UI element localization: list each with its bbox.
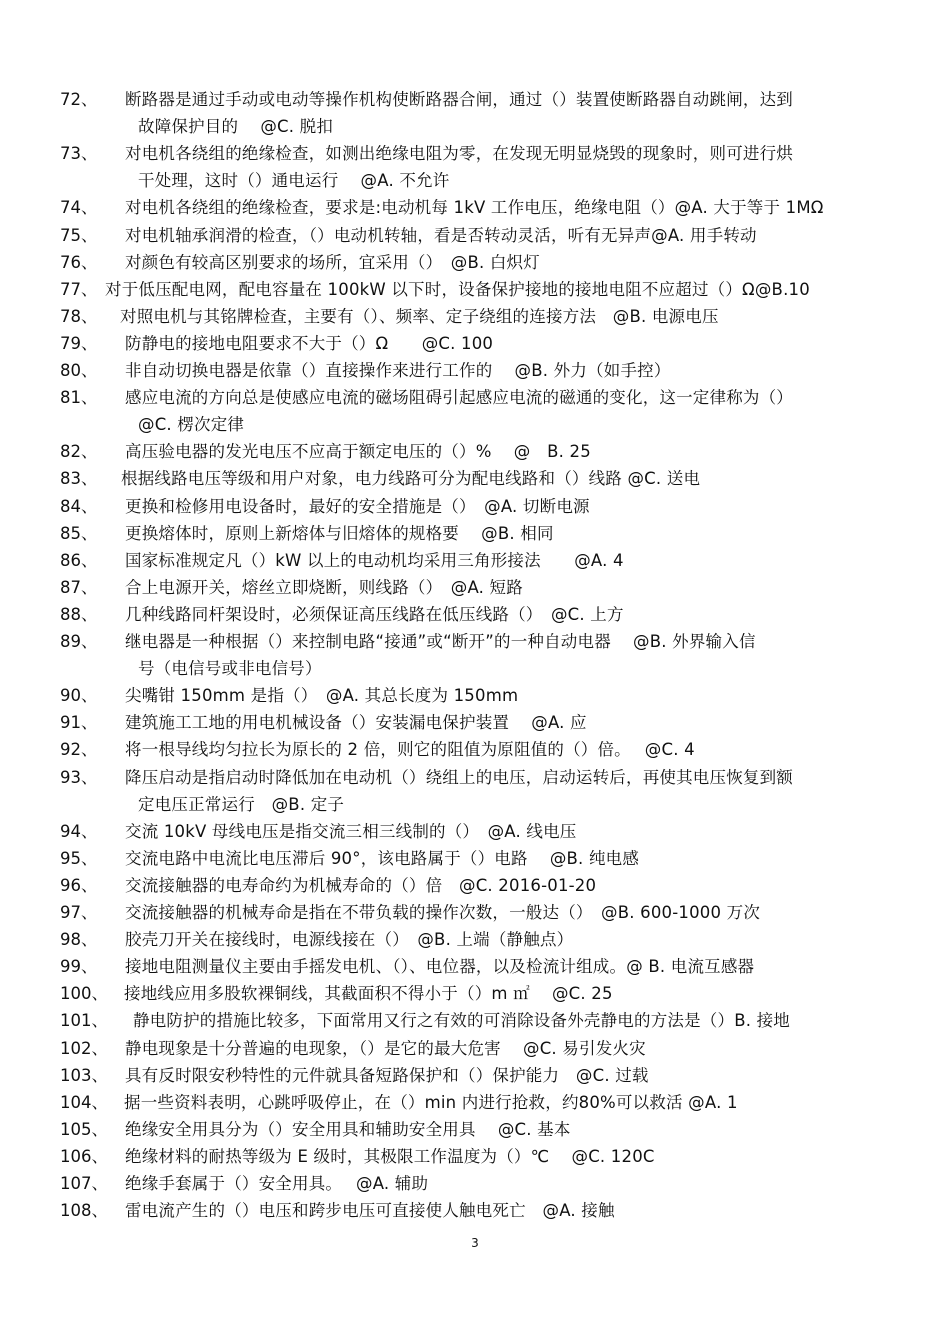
question-number: 100、 [60, 984, 108, 1004]
question-number: 82、 [60, 442, 98, 462]
question-text: 将一根导线均匀拉长为原长的 2 倍，则它的阻值为原阻值的（）倍。 @C. 4 [125, 740, 695, 760]
question-number: 76、 [60, 252, 98, 272]
question-number: 77、 [60, 279, 98, 299]
question-number: 95、 [60, 848, 98, 868]
question-text-continued: 干处理，这时（）通电运行 @A. 不允许 [138, 171, 450, 191]
question-text: 几种线路同杆架设时，必须保证高压线路在低压线路（） @C. 上方 [125, 604, 624, 624]
question-text: 感应电流的方向总是使感应电流的磁场阻碍引起感应电流的磁通的变化，这一定律称为（） [125, 388, 793, 408]
question-number: 101、 [60, 1011, 108, 1031]
question-text: 对电机各绕组的绝缘检查，要求是:电动机每 1kV 工作电压，绝缘电阻（）@A. 大于等于 1MΩ [125, 198, 824, 218]
question-number: 93、 [60, 767, 98, 787]
question-number: 83、 [60, 469, 98, 489]
question-text: 据一些资料表明，心跳呼吸停止，在（）min 内进行抢救，约80%可以救活 @A. 1 [124, 1092, 738, 1112]
question-number: 94、 [60, 821, 98, 841]
question-number: 103、 [60, 1065, 108, 1085]
question-text: 交流 10kV 母线电压是指交流三相三线制的（） @A. 线电压 [125, 821, 577, 841]
question-number: 73、 [60, 144, 98, 164]
question-number: 85、 [60, 523, 98, 543]
question-text-continued: 故障保护目的 @C. 脱扣 [138, 117, 334, 137]
question-text: 接地电阻测量仪主要由手摇发电机、（）、电位器，以及检流计组成。@ B. 电流互感器 [125, 957, 755, 977]
question-number: 102、 [60, 1038, 108, 1058]
question-text-continued: 号（电信号或非电信号） [138, 659, 322, 679]
question-text: 静电现象是十分普遍的电现象，（）是它的最大危害 @C. 易引发火灾 [125, 1038, 646, 1058]
question-text: 对颜色有较高区别要求的场所，宜采用（） @B. 白炽灯 [125, 252, 540, 272]
question-number: 81、 [60, 388, 98, 408]
question-number: 89、 [60, 632, 98, 651]
question-text: 高压验电器的发光电压不应高于额定电压的（）% @ B. 25 [125, 442, 591, 462]
question-text: 绝缘安全用具分为（）安全用具和辅助安全用具 @C. 基本 [125, 1119, 571, 1139]
question-number: 75、 [60, 225, 98, 245]
question-text: 接地线应用多股软裸铜线，其截面积不得小于（）m ㎡ @C. 25 [124, 984, 613, 1004]
question-number: 98、 [60, 930, 98, 950]
question-text-continued: @C. 楞次定律 [138, 415, 245, 435]
question-number: 72、 [60, 90, 98, 109]
page-number: 3 [471, 1236, 479, 1250]
question-number: 84、 [60, 496, 98, 516]
question-number: 97、 [60, 903, 98, 922]
question-text: 防静电的接地电阻要求不大于（）Ω @C. 100 [125, 333, 494, 353]
question-text: 更换和检修用电设备时，最好的安全措施是（） @A. 切断电源 [125, 496, 590, 516]
question-number: 88、 [60, 604, 98, 624]
question-text: 交流接触器的机械寿命是指在不带负载的操作次数，一般达（） @B. 600-1000 万次 [125, 903, 761, 922]
question-number: 74、 [60, 198, 98, 218]
question-text: 对电机轴承润滑的检查，（）电动机转轴，看是否转动灵活，听有无异声@A. 用手转动 [125, 225, 757, 245]
question-number: 90、 [60, 686, 98, 706]
question-number: 78、 [60, 306, 98, 326]
question-text: 降压启动是指启动时降低加在电动机（）绕组上的电压，启动运转后，再使其电压恢复到额 [125, 767, 793, 787]
question-number: 108、 [60, 1201, 108, 1221]
question-text: 对照电机与其铭牌检查，主要有（）、频率、定子绕组的连接方法 @B. 电源电压 [120, 306, 719, 326]
question-text-continued: 定电压正常运行 @B. 定子 [138, 794, 345, 814]
question-number: 86、 [60, 550, 98, 570]
question-text: 继电器是一种根据（）来控制电路“接通”或“断开”的一种自动电器 @B. 外界输入信 [125, 632, 756, 651]
question-text: 对电机各绕组的绝缘检查，如测出绝缘电阻为零，在发现无明显烧毁的现象时，则可进行烘 [125, 144, 793, 164]
question-text: 雷电流产生的（）电压和跨步电压可直接使人触电死亡 @A. 接触 [125, 1201, 615, 1221]
question-number: 79、 [60, 333, 98, 353]
question-text: 建筑施工工地的用电机械设备（）安装漏电保护装置 @A. 应 [125, 713, 587, 733]
question-number: 96、 [60, 875, 98, 895]
question-text: 胶壳刀开关在接线时，电源线接在（） @B. 上端（静触点） [125, 930, 574, 950]
question-text: 对于低压配电网，配电容量在 100kW 以下时，设备保护接地的接地电阻不应超过（）Ω@B.10 [105, 279, 810, 299]
question-text: 交流电路中电流比电压滞后 90°，该电路属于（）电路 @B. 纯电感 [125, 848, 640, 868]
question-number: 92、 [60, 740, 98, 760]
question-number: 99、 [60, 957, 98, 977]
question-text: 更换熔体时，原则上新熔体与旧熔体的规格要 @B. 相同 [125, 523, 554, 543]
question-number: 87、 [60, 577, 98, 597]
question-text: 绝缘材料的耐热等级为 E 级时，其极限工作温度为（）℃ @C. 120C [125, 1146, 655, 1166]
question-text: 绝缘手套属于（）安全用具。 @A. 辅助 [125, 1174, 429, 1193]
question-text: 国家标准规定凡（）kW 以上的电动机均采用三角形接法 @A. 4 [125, 550, 624, 570]
question-number: 104、 [60, 1092, 108, 1112]
question-text: 非自动切换电器是依靠（）直接操作来进行工作的 @B. 外力（如手控） [125, 361, 671, 380]
question-text: 尖嘴钳 150mm 是指（） @A. 其总长度为 150mm [125, 686, 519, 706]
question-text: 静电防护的措施比较多，下面常用又行之有效的可消除设备外壳静电的方法是（）B. 接地 [133, 1011, 791, 1031]
question-text: 合上电源开关，熔丝立即烧断，则线路（） @A. 短路 [125, 577, 523, 597]
question-text: 具有反时限安秒特性的元件就具备短路保护和（）保护能力 @C. 过载 [125, 1065, 649, 1085]
question-number: 105、 [60, 1119, 108, 1139]
question-text: 根据线路电压等级和用户对象，电力线路可分为配电线路和（）线路 @C. 送电 [121, 469, 701, 489]
question-number: 91、 [60, 713, 98, 733]
question-number: 107、 [60, 1174, 108, 1193]
question-number: 80、 [60, 361, 98, 380]
question-number: 106、 [60, 1146, 108, 1166]
question-text: 交流接触器的电寿命约为机械寿命的（）倍 @C. 2016-01-20 [125, 875, 597, 895]
question-text: 断路器是通过手动或电动等操作机构使断路器合闸，通过（）装置使断路器自动跳闸，达到 [125, 90, 793, 109]
